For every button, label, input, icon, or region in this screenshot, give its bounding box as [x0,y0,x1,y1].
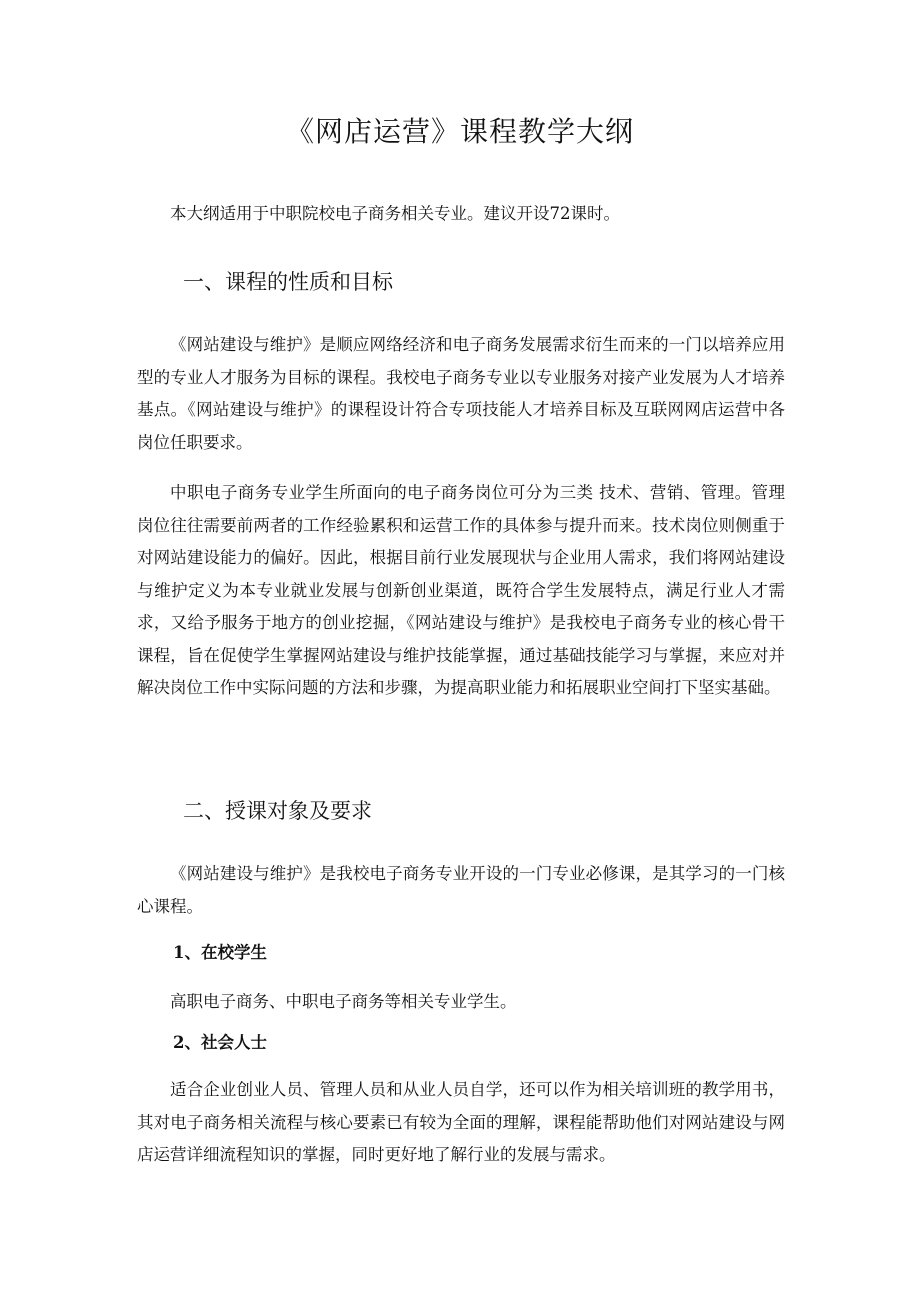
document-title: 《网店运营》课程教学大纲 [285,115,634,148]
subsection-students-heading: 1、在校学生 [173,943,267,962]
section-1-paragraph-2: 中职电子商务专业学生所面向的电子商务岗位可分为三类 技术、营销、管理。管理岗位往往需要前两者的工作经验累积和运营工作的具体参与提升而来。技术岗位则侧重于对网站建设能力的偏好。因此，根据目前行业发展现状与企业用人需求，我们将网站建设与维护定义为本专业就业发展与创新创业渠道，既符合学生发展特点，满足行业人才需求，又给予服务于地方的创业挖掘，《网站建设与维护》是我校电子商务专业的核心骨干课程，旨在促使学生掌握网站建设与维护技能掌握，通过基础技能学习与掌握，来应对并解决岗位工作中实际问题的方法和步骤，为提高职业能力和拓展职业空间打下坚实基础。 [137,483,785,697]
subsection-students-text: 高职电子商务、中职电子商务等相关专业学生。 [170,992,517,1011]
section-1-paragraph-1: 《网站建设与维护》是顺应网络经济和电子商务发展需求衍生而来的一门以培养应用型的专业人才服务为目标的课程。我校电子商务专业以专业服务对接产业发展为人才培养基点。《网站建设与维护》的课程设计符合专项技能人才培养目标及互联网网店运营中各岗位任职要求。 [137,335,785,452]
section-1-heading: 一、课程的性质和目标 [183,270,393,294]
section-2-paragraph: 《网站建设与维护》是我校电子商务专业开设的一门专业必修课，是其学习的一门核心课程。 [137,864,785,916]
subsection-public-text: 适合企业创业人员、管理人员和从业人员自学，还可以作为相关培训班的教学用书，其对电子商务相关流程与核心要素已有较为全面的理解，课程能帮助他们对网站建设与网店运营详细流程知识的掌握，同时更好地了解行业的发展与需求。 [137,1080,785,1164]
intro-paragraph: 本大纲适用于中职院校电子商务相关专业。建议开设72课时。 [170,204,620,223]
section-2-heading: 二、授课对象及要求 [183,799,372,823]
subsection-public-heading: 2、社会人士 [173,1033,267,1052]
